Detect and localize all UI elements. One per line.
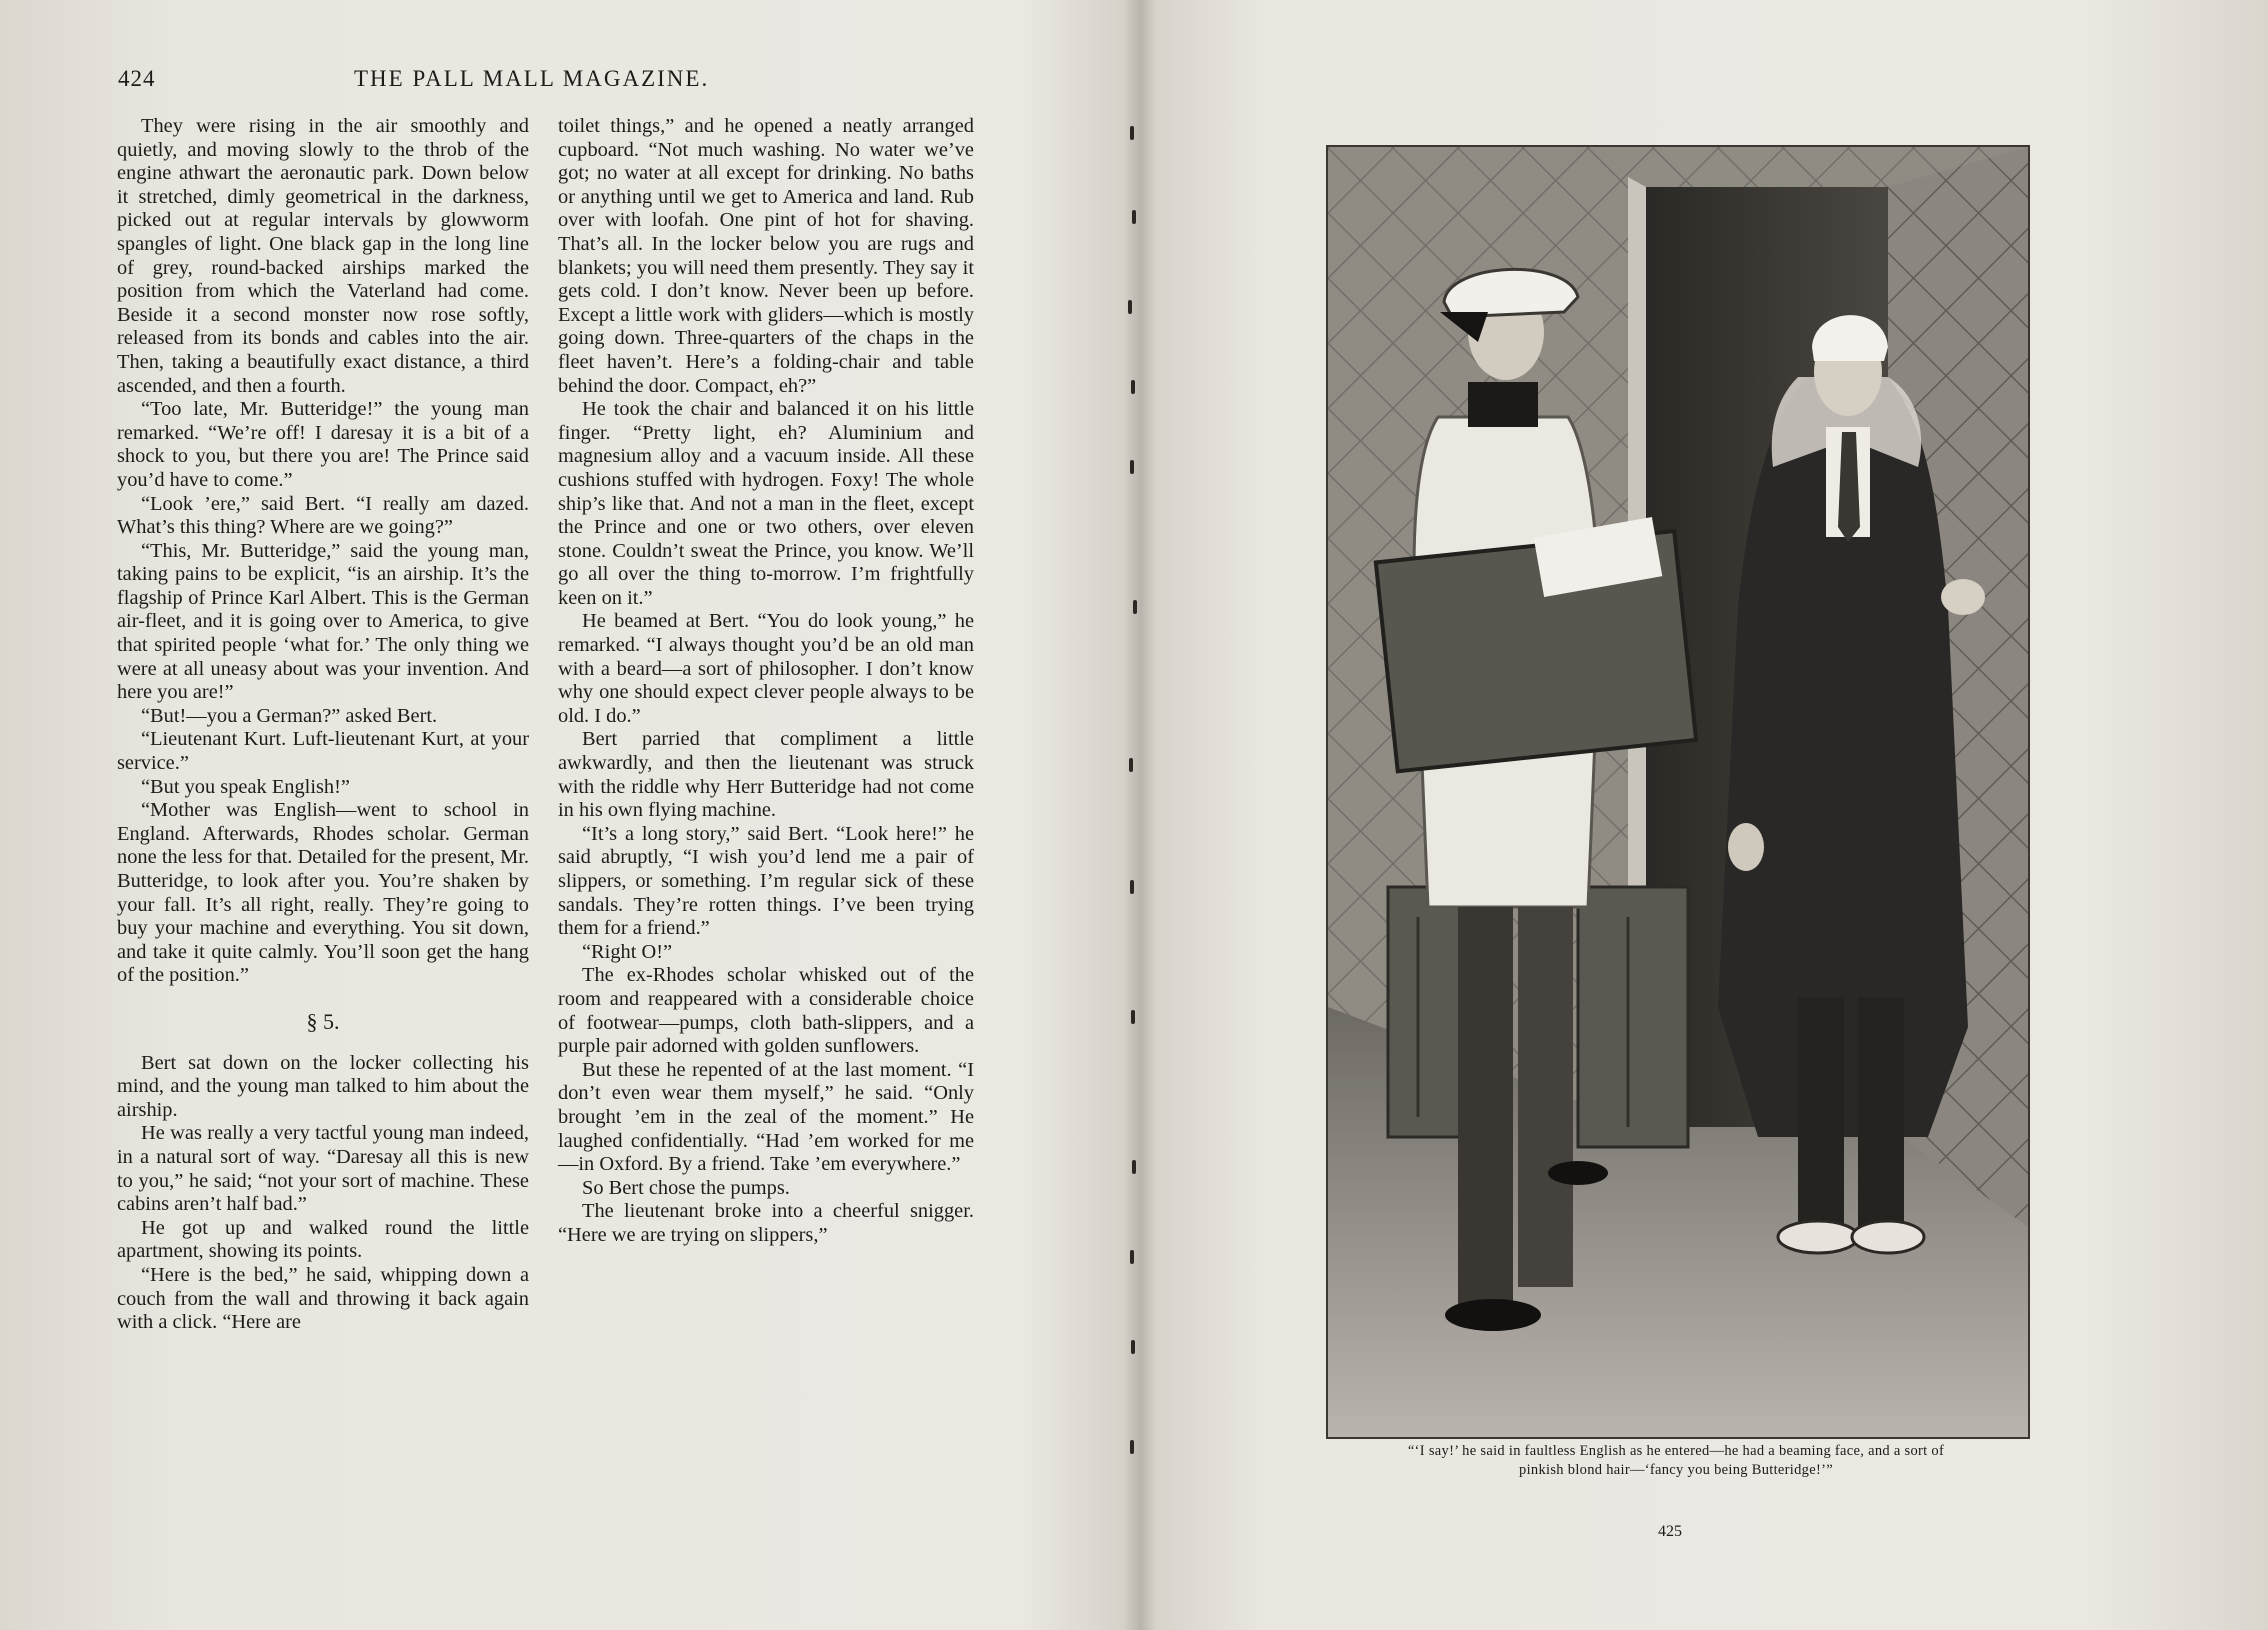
paragraph: The lieutenant broke into a cheerful snigger. “Here we are trying on slippers,” xyxy=(558,1200,974,1246)
magazine-title: THE PALL MALL MAGAZINE. xyxy=(354,66,710,91)
left-page xyxy=(0,0,1130,1630)
paragraph: “Too late, Mr. Butteridge!” the young man remarked. “We’re off! I daresay it is a bit of a shock to you, but there you are! The Prince said you’d have to come.” xyxy=(117,398,529,491)
page-number-right: 425 xyxy=(1658,1523,1682,1540)
paragraph: Bert parried that compliment a little awkwardly, and then the lieutenant was struck with the riddle why Herr Butteridge had not come in his own flying machine. xyxy=(558,728,974,822)
paragraph: Bert sat down on the locker collecting his mind, and the young man talked to him about the airship. xyxy=(117,1051,529,1121)
paragraph: “But!—you a German?” asked Bert. xyxy=(141,704,438,727)
paragraph: “But you speak English!” xyxy=(141,775,350,798)
paragraph: “Mother was English—went to school in England. Afterwards, Rhodes scholar. German none the less for that. Detailed for the present, Mr. Butteridge, to look after you. You’re shaken by your fall. It’s all right, really. They’re going to buy your machine and everything. You sit down, and take it quite calmly. You’ll soon get the hang of the position.” xyxy=(117,799,529,987)
paragraph: So Bert chose the pumps. xyxy=(582,1176,790,1199)
paragraph: He beamed at Bert. “You do look young,” he remarked. “I always thought you’d be an old man with a beard—a sort of philosopher. I don’t know why one should expect clever people always to be old. I do.” xyxy=(558,610,974,727)
paragraph: “Right O!” xyxy=(582,940,673,963)
page-number-left: 424 xyxy=(118,66,156,91)
section-heading: § 5. xyxy=(306,1008,340,1034)
paragraph: “Here is the bed,” he said, whipping down a couch from the wall and throwing it back again with a click. “Here are xyxy=(117,1263,529,1334)
running-head xyxy=(118,66,978,100)
paragraph: The ex-Rhodes scholar whisked out of the room and reappeared with a considerable choice of footwear—pumps, cloth bath-slippers, and a purple pair adorned with golden sunflowers. xyxy=(558,964,974,1058)
paragraph: “Lieutenant Kurt. Luft-lieutenant Kurt, at your service.” xyxy=(117,728,529,775)
illustration-caption xyxy=(1326,1442,2026,1480)
illustration-drawing xyxy=(1328,147,2028,1437)
paragraph: “This, Mr. Butteridge,” said the young man, taking pains to be explicit, “is an airship. It’s the flagship of Prince Karl Albert. This is the German air-fleet, and it is going over to America, to give that spirited people ‘what for.’ The only thing we were at all uneasy about was your invention. And here you are!” xyxy=(117,539,529,704)
right-page xyxy=(1160,0,2268,1630)
paragraph: “Look ’ere,” said Bert. “I really am dazed. What’s this thing? Where are we going?” xyxy=(117,492,529,539)
paragraph: He took the chair and balanced it on his little finger. “Pretty light, eh? Aluminium and magnesium alloy and a vacuum inside. All these cushions stuffed with hydrogen. Foxy! The whole ship’s like that. And not a man in the fleet, except the Prince and one or two others, over eleven stone. Couldn’t sweat the Prince, you know. We’ll go all over the thing to-morrow. I’m frightfully keen on it.” xyxy=(558,398,974,609)
binding-stitches xyxy=(1128,0,1164,1630)
paragraph: They were rising in the air smoothly and quietly, and moving slowly to the throb of the engine athwart the aeronautic park. Down below it stretched, dimly geometrical in the darkness, picked out at regular intervals by glowworm spangles of light. One black gap in the long line of grey, round-backed airships marked the position from which the Vaterland had come. Beside it a second monster now rose softly, released from its bonds and cables into the air. Then, taking a beautifully exact distance, a third ascended, and then a fourth. xyxy=(117,115,529,397)
caption-line: pinkish blond hair—‘fancy you being Butteridge!’” xyxy=(1519,1462,1833,1478)
text-column-1 xyxy=(117,115,529,1335)
paragraph: toilet things,” and he opened a neatly arranged cupboard. “Not much washing. No water we’ve got; no water at all except for drinking. No baths or anything until we get to America and land. Rub over with loofah. One pint of hot for shaving. That’s all. In the locker below you are rugs and blankets; you will need them presently. They say it gets cold. I don’t know. Never been up before. Except a little work with gliders—which is mostly going down. Three-quarters of the chaps in the fleet haven’t. Here’s a folding-chair and table behind the door. Compact, eh?” xyxy=(558,115,974,397)
paragraph: He got up and walked round the little apartment, showing its points. xyxy=(117,1216,529,1263)
paragraph: But these he repented of at the last moment. “I don’t even wear them myself,” he said. “Only brought ’em in the zeal of the moment.” He laughed confidentially. “Had ’em worked for me—in Oxford. By a friend. Take ’em everywhere.” xyxy=(558,1058,974,1176)
paragraph: “It’s a long story,” said Bert. “Look here!” he said abruptly, “I wish you’d lend me a pair of slippers, or something. I’m regular sick of these sandals. They’re rotten things. I’ve been trying them for a friend.” xyxy=(558,822,974,940)
paragraph: He was really a very tactful young man indeed, in a natural sort of way. “Daresay all this is new to you,” he said; “not your sort of machine. These cabins aren’t half bad.” xyxy=(117,1122,529,1216)
text-column-2 xyxy=(558,115,974,1248)
caption-line: “‘I say!’ he said in faultless English as he entered—he had a beaming face, and a sort of xyxy=(1407,1443,1945,1459)
illustration-plate xyxy=(1326,145,2030,1439)
